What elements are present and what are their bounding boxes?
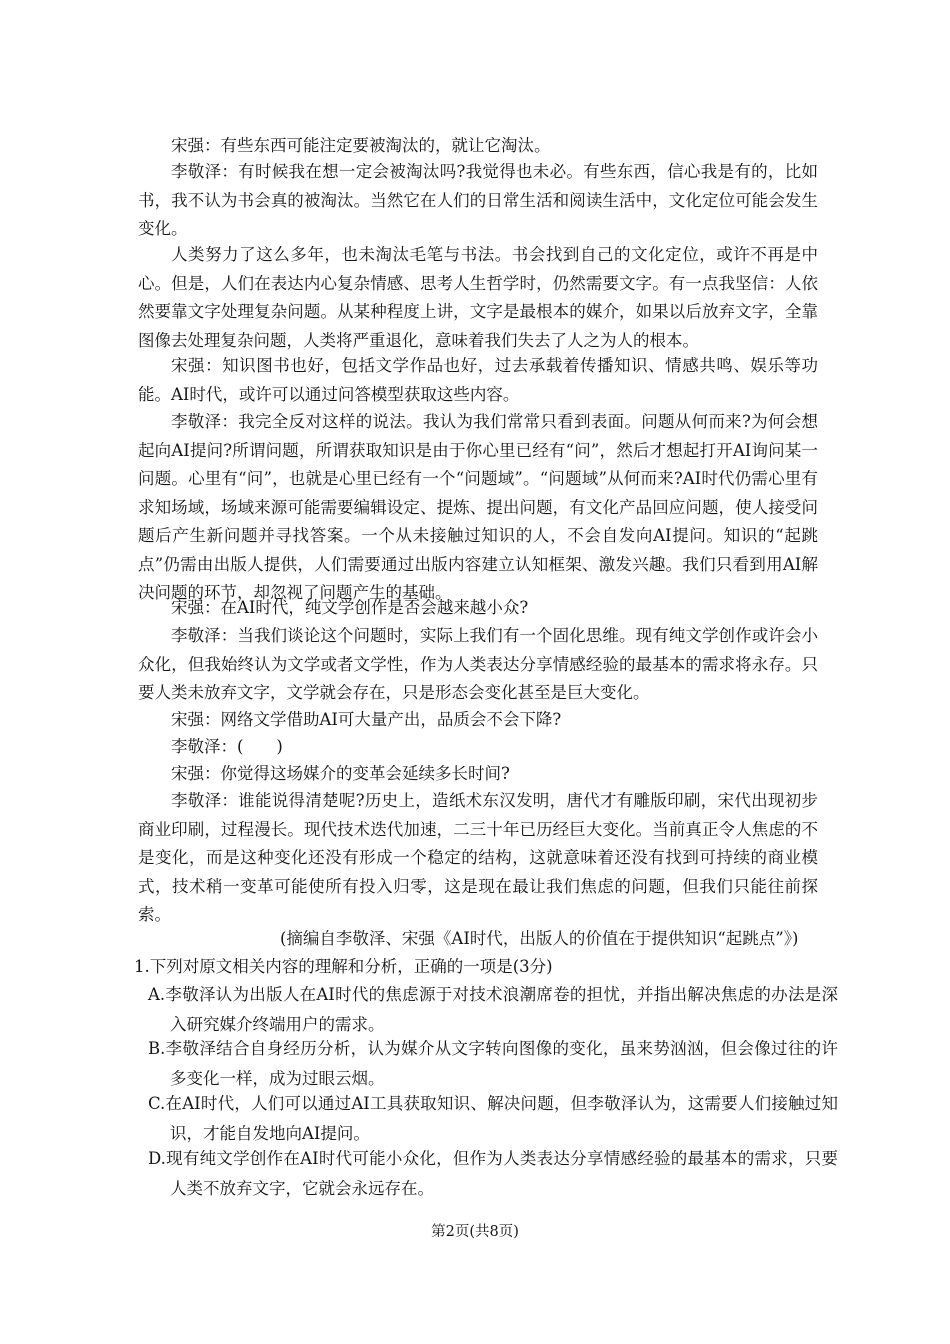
paragraph-3: 人类努力了这么多年，也未淘汰毛笔与书法。书会找到自己的文化定位，或许不再是中心。但是，人们在表达内心复杂情感、思考人生哲学时，仍然需要文字。有一点我坚信：人依然要靠文字处理复杂问题。从某种程度上讲，文字是最根本的媒介，如果以后放弃文字，全靠图像去处理复杂问题，人类将严重退化，意味着我们失去了人之为人的根本。 xyxy=(138,245,818,350)
paragraph-8: 宋强：网络文学借助AI可大量产出，品质会不会下降? xyxy=(171,710,562,729)
paragraph-6: 宋强：在AI时代，纯文学创作是否会越来越小众? xyxy=(171,598,529,617)
page-number: 第2页(共8页) xyxy=(431,1224,519,1240)
option-b: B.李敬泽结合自身经历分析，认为媒介从文字转向图像的变化，虽来势汹汹，但会像过往的许多变化一样，成为过眼云烟。 xyxy=(148,1039,838,1088)
paragraph-10: 宋强：你觉得这场媒介的变革会延续多长时间? xyxy=(171,764,510,783)
paragraph-2: 李敬泽：有时候我在想一定会被淘汰吗?我觉得也未必。有些东西，信心我是有的，比如书，我不认为书会真的被淘汰。当然它在人们的日常生活和阅读生活中，文化定位可能会发生变化。 xyxy=(138,162,818,238)
source-citation: (摘编自李敬泽、宋强《AI时代，出版人的价值在于提供知识“起跳点”》) xyxy=(280,929,799,948)
paragraph-5: 李敬泽：我完全反对这样的说法。我认为我们常常只看到表面。问题从何而来?为何会想起向AI提问?所谓问题，所谓获取知识是由于你心里已经有“问”，然后才想起打开AI询问某一问题。心里有“问”，也就是心里已经有一个“问题域”。“问题域”从何而来?AI时代仍需心里有求知场域，场域来源可能需要编辑设定、提炼、提出问题，有文化产品回应问题，使人接受问题后产生新问题并寻找答案。一个从未接触过知识的人，不会自发向AI提问。知识的“起跳点”仍需由出版人提供，人们需要通过出版内容建立认知框架、激发兴趣。我们只看到用AI解决问题的环节，却忽视了问题产生的基础。 xyxy=(138,412,818,602)
paragraph-7: 李敬泽：当我们谈论这个问题时，实际上我们有一个固化思维。现有纯文学创作或许会小众化，但我始终认为文学或者文学性，作为人类表达分享情感经验的最基本的需求将永存。只要人类未放弃文字，文学就会存在，只是形态会变化甚至是巨大变化。 xyxy=(138,626,818,702)
option-c: C.在AI时代，人们可以通过AI工具获取知识、解决问题，但李敬泽认为，这需要人们接触过知识，才能自发地向AI提问。 xyxy=(148,1094,838,1143)
paragraph-9: 李敬泽：( ) xyxy=(171,737,283,756)
question-stem: 1.下列对原文相关内容的理解和分析，正确的一项是(3分) xyxy=(134,957,553,976)
paragraph-1: 宋强：有些东西可能注定要被淘汰的，就让它淘汰。 xyxy=(171,136,551,155)
paragraph-4: 宋强：知识图书也好，包括文学作品也好，过去承载着传播知识、情感共鸣、娱乐等功能。AI时代，或许可以通过问答模型获取这些内容。 xyxy=(138,356,818,404)
option-a: A.李敬泽认为出版人在AI时代的焦虑源于对技术浪潮席卷的担忧，并指出解决焦虑的办法是深入研究媒介终端用户的需求。 xyxy=(148,985,838,1034)
option-d: D.现有纯文学创作在AI时代可能小众化，但作为人类表达分享情感经验的最基本的需求，只要人类不放弃文字，它就会永远存在。 xyxy=(148,1149,838,1198)
paragraph-11: 李敬泽：谁能说得清楚呢?历史上，造纸术东汉发明，唐代才有雕版印刷，宋代出现初步商业印刷，过程漫长。现代技术迭代加速，二三十年已历经巨大变化。当前真正令人焦虑的不是变化，而是这种变化还没有形成一个稳定的结构，这就意味着还没有找到可持续的商业模式，技术稍一变革可能使所有投入归零，这是现在最让我们焦虑的问题，但我们只能往前探索。 xyxy=(138,791,818,924)
